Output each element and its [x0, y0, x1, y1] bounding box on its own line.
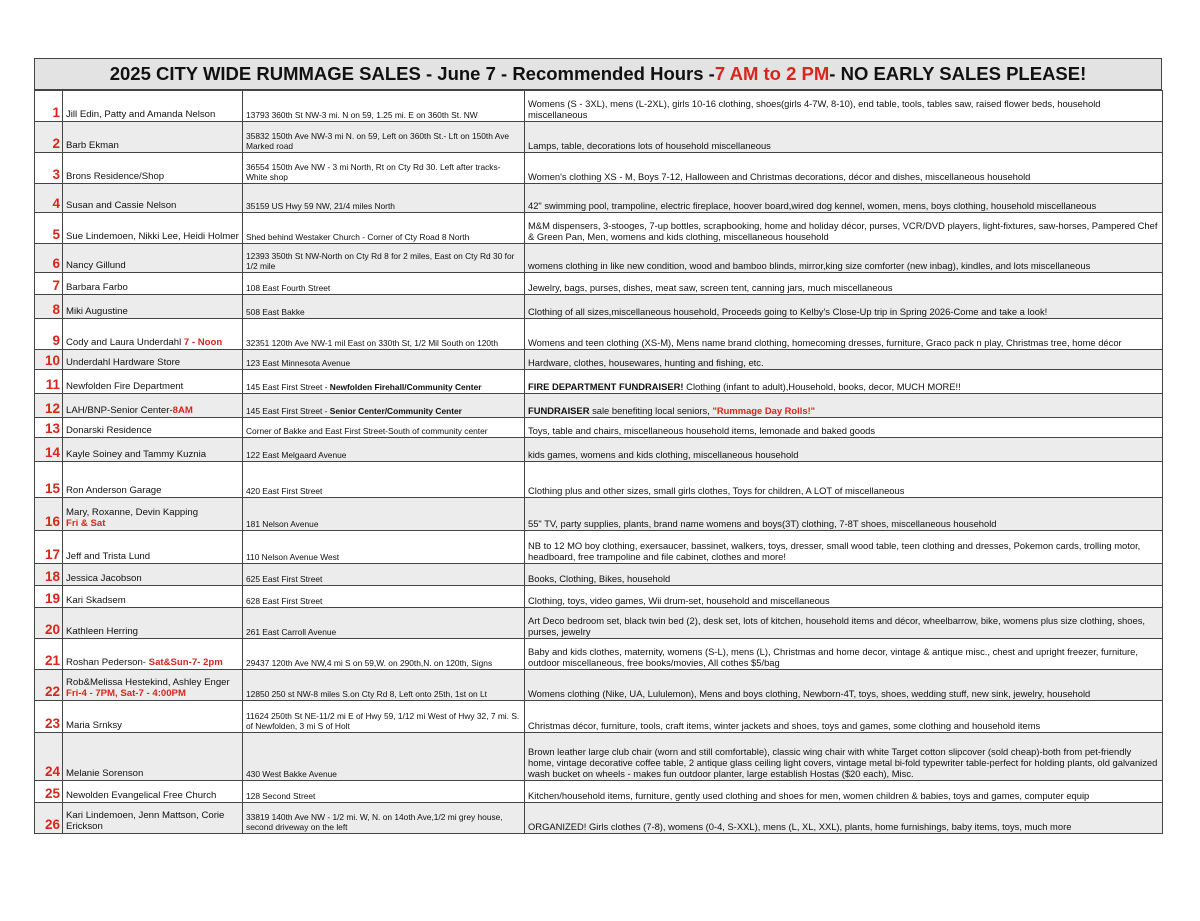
sale-items-text: Clothing, toys, video games, Wii drum-set, household and miscellaneous: [528, 595, 830, 606]
sale-number: [35, 91, 63, 122]
sale-items-text: Kitchen/household items, furniture, gently used clothing and shoes for men, women children & babies, toys and games, computer equip: [528, 790, 1090, 801]
sale-number-value: 25: [44, 786, 60, 801]
host-name: [63, 122, 243, 153]
title-main: 2025 CITY WIDE RUMMAGE SALES - June 7 - Recommended Hours -: [109, 63, 715, 84]
sale-items: [525, 531, 1163, 564]
table-row: [35, 670, 1163, 701]
sale-address-text: 29437 120th Ave NW,4 mi S on 59,W. on 290th,N. on 120th, Signs: [246, 658, 493, 668]
sale-address: [243, 462, 525, 498]
host-hours-highlight: 8AM: [172, 405, 193, 416]
sale-number-value: 17: [44, 547, 60, 562]
sale-number-value: 12: [44, 401, 60, 416]
sale-address: [243, 213, 525, 244]
sale-items-text: Womens clothing (Nike, UA, Lululemon), Mens and boys clothing, Newborn-4T, toys, shoes, wedding stuff, new sink, jewelry, household: [528, 688, 1091, 699]
sale-number: [35, 273, 63, 295]
table-row: [35, 319, 1163, 350]
sale-number-value: 3: [52, 167, 60, 182]
table-row: [35, 244, 1163, 273]
sale-address: [243, 153, 525, 184]
table-row: [35, 295, 1163, 319]
host-name: [63, 350, 243, 370]
host-name-text: Sue Lindemoen, Nikki Lee, Heidi Holmer: [66, 231, 239, 242]
sale-number: [35, 350, 63, 370]
sale-number-value: 14: [44, 445, 60, 460]
sale-number: [35, 803, 63, 834]
host-name-text: Susan and Cassie Nelson: [66, 200, 177, 211]
sale-address-text: 420 East First Street: [246, 486, 323, 496]
host-hours-highlight: Fri-4 - 7PM, Sat-7 - 4:00PM: [66, 688, 186, 699]
sale-number-value: 4: [52, 196, 60, 211]
host-name: [63, 733, 243, 781]
host-name-text: Kathleen Herring: [66, 626, 138, 637]
sale-address: [243, 295, 525, 319]
host-name-text: Jessica Jacobson: [66, 573, 142, 584]
rummage-sale-sheet: [34, 58, 1162, 834]
sale-items: [525, 91, 1163, 122]
table-row: [35, 370, 1163, 394]
host-name: [63, 564, 243, 586]
sale-items-text: Art Deco bedroom set, black twin bed (2), desk set, lots of kitchen, household items and décor, wheelbarrow, bike, womens plus size clothing, shoes, purses, jewelry: [528, 615, 1145, 637]
sale-number: [35, 733, 63, 781]
sale-number-value: 24: [44, 764, 60, 779]
table-row: [35, 498, 1163, 531]
sale-items-text: Christmas décor, furniture, tools, craft items, winter jackets and shoes, toys and games, some clothing and household items: [528, 720, 1041, 731]
sale-items: [525, 586, 1163, 608]
table-row: [35, 213, 1163, 244]
sale-items: [525, 295, 1163, 319]
sale-items-text: Womens (S - 3XL), mens (L-2XL), girls 10-16 clothing, shoes(girls 4-7W, 8-10), end table, tools, tables saw, raised flower beds, household miscellaneous: [528, 98, 1101, 120]
table-row: [35, 122, 1163, 153]
sale-number-value: 18: [44, 569, 60, 584]
sale-address-text: 508 East Bakke: [246, 307, 305, 317]
sale-address: [243, 438, 525, 462]
host-name: [63, 803, 243, 834]
page-title: [34, 58, 1162, 90]
sale-number-value: 26: [44, 817, 60, 832]
sale-number-value: 1: [52, 105, 60, 120]
sale-address: [243, 122, 525, 153]
sale-address-text: 36554 150th Ave NW - 3 mi North, Rt on Cty Rd 30. Left after tracks-White shop: [246, 162, 501, 182]
sale-address: [243, 273, 525, 295]
sale-number: [35, 564, 63, 586]
sale-items-text: kids games, womens and kids clothing, miscellaneous household: [528, 449, 799, 460]
host-name: [63, 531, 243, 564]
host-name-text: Kari Skadsem: [66, 595, 126, 606]
sale-items: [525, 781, 1163, 803]
sale-number: [35, 213, 63, 244]
sale-number: [35, 498, 63, 531]
sale-number-value: 9: [52, 333, 60, 348]
host-name: [63, 295, 243, 319]
host-name-text: Underdahl Hardware Store: [66, 357, 181, 368]
sale-address: [243, 586, 525, 608]
sale-items-text: Womens and teen clothing (XS-M), Mens name brand clothing, homecoming dresses, furniture, Graco pack n play, Christmas tree, home décor: [528, 337, 1122, 348]
sale-address: [243, 531, 525, 564]
sale-number-value: 11: [45, 377, 60, 392]
sale-address-text: 108 East Fourth Street: [246, 283, 331, 293]
sale-number: [35, 701, 63, 733]
sale-items-bold: FUNDRAISER: [528, 405, 590, 416]
sale-number-value: 5: [52, 227, 60, 242]
host-name-text: Miki Augustine: [66, 306, 128, 317]
sale-items-text: ORGANIZED! Girls clothes (7-8), womens (0-4, S-XXL), mens (L, XL, XXL), plants, home furnishings, baby items, toys, much more: [528, 821, 1072, 832]
sale-items-text: womens clothing in like new condition, wood and bamboo blinds, mirror,king size comforter (new inbag), kindles, and lots miscellaneous: [528, 260, 1091, 271]
sale-address: [243, 781, 525, 803]
sale-number: [35, 394, 63, 418]
host-name-text: Kayle Soiney and Tammy Kuznia: [66, 449, 207, 460]
table-row: [35, 803, 1163, 834]
sale-items: [525, 462, 1163, 498]
sale-address-text: 32351 120th Ave NW-1 mil East on 330th St, 1/2 Mil South on 120th: [246, 338, 499, 348]
host-name-text: Barbara Farbo: [66, 282, 128, 293]
sale-address-text: 181 Nelson Avenue: [246, 519, 319, 529]
sale-items-highlight: "Rummage Day Rolls!": [712, 405, 816, 416]
table-row: [35, 586, 1163, 608]
sale-number-value: 21: [44, 653, 60, 668]
sale-items: [525, 701, 1163, 733]
sale-address-text: 628 East First Street: [246, 596, 323, 606]
sale-address: [243, 803, 525, 834]
sale-address-text: Shed behind Westaker Church - Corner of Cty Road 8 North: [246, 232, 470, 242]
sale-items-text: 42" swimming pool, trampoline, electric fireplace, hoover board,wired dog kennel, women, mens, boys clothing, household miscellaneous: [528, 200, 1097, 211]
sale-number: [35, 122, 63, 153]
sale-number-value: 10: [44, 353, 60, 368]
sale-number-value: 19: [44, 591, 60, 606]
sale-number-value: 23: [44, 716, 60, 731]
sale-address: [243, 370, 525, 394]
table-row: [35, 639, 1163, 670]
sale-items: [525, 273, 1163, 295]
host-hours-highlight: Sat&Sun-7- 2pm: [148, 657, 223, 668]
sale-address-text: 12850 250 st NW-8 miles S.on Cty Rd 8, Left onto 25th, 1st on Lt: [246, 689, 487, 699]
sale-address-bold: Senior Center/Community Center: [329, 406, 462, 416]
host-name-text: Melanie Sorenson: [66, 768, 144, 779]
host-name-text: Newolden Evangelical Free Church: [66, 790, 217, 801]
sale-items-text: Clothing of all sizes,miscellaneous household, Proceeds going to Kelby's Close-Up trip in Spring 2026-Come and take a look!: [528, 306, 1048, 317]
host-name: [63, 608, 243, 639]
sale-items-text: Clothing plus and other sizes, small girls clothes, Toys for children, A LOT of miscellaneous: [528, 485, 905, 496]
sale-items: [525, 244, 1163, 273]
sale-items-text: Lamps, table, decorations lots of household miscellaneous: [528, 140, 771, 151]
sale-items: [525, 438, 1163, 462]
sale-number-value: 13: [44, 421, 60, 436]
title-end: - NO EARLY SALES PLEASE!: [829, 63, 1087, 84]
sale-address: [243, 350, 525, 370]
sale-address-text: 35832 150th Ave NW-3 mi N. on 59, Left on 360th St.- Lft on 150th Ave Marked road: [246, 131, 510, 151]
host-name-text: Barb Ekman: [66, 140, 119, 151]
sale-items-text: Clothing (infant to adult),Household, books, decor, MUCH MORE!!: [683, 381, 961, 392]
sale-number: [35, 781, 63, 803]
sale-items: [525, 498, 1163, 531]
sale-address: [243, 733, 525, 781]
sale-address-text: 12393 350th St NW-North on Cty Rd 8 for 2 miles, East on Cty Rd 30 for 1/2 mile: [246, 251, 515, 271]
host-name: [63, 153, 243, 184]
host-name: [63, 781, 243, 803]
sale-items-bold: FIRE DEPARTMENT FUNDRAISER!: [528, 381, 684, 392]
sale-address: [243, 701, 525, 733]
sale-items: [525, 184, 1163, 213]
sale-number: [35, 586, 63, 608]
host-hours-highlight: Fri & Sat: [66, 518, 106, 529]
host-name-text: LAH/BNP-Senior Center-: [66, 405, 173, 416]
sale-items: [525, 639, 1163, 670]
host-name: [63, 586, 243, 608]
host-name-text: Jeff and Trista Lund: [66, 551, 151, 562]
sale-address-text: 13793 360th St NW-3 mi. N on 59, 1.25 mi. E on 360th St. NW: [246, 110, 478, 120]
sale-number: [35, 462, 63, 498]
sale-items-text: Baby and kids clothes, maternity, womens (S-L), mens (L), Christmas and home decor, vintage & antique misc., chest and upright freezer, furniture, outdoor miscellaneous, free books/movies, All cothes $5/bag: [528, 646, 1138, 668]
sale-number: [35, 608, 63, 639]
sale-items: [525, 670, 1163, 701]
host-name: [63, 498, 243, 531]
sale-number: [35, 670, 63, 701]
sale-address-text: 35159 US Hwy 59 NW, 21/4 miles North: [246, 201, 395, 211]
sale-address: [243, 184, 525, 213]
sale-address: [243, 418, 525, 438]
host-name: [63, 639, 243, 670]
sale-number: [35, 184, 63, 213]
sale-items: [525, 370, 1163, 394]
table-row: [35, 350, 1163, 370]
host-name: [63, 184, 243, 213]
sale-items-text: Toys, table and chairs, miscellaneous household items, lemonade and baked goods: [528, 425, 876, 436]
sale-address: [243, 670, 525, 701]
host-name-text: Ron Anderson Garage: [66, 485, 162, 496]
host-name-text: Rob&Melissa Hestekind, Ashley Enger: [66, 677, 230, 688]
sale-address-text: 128 Second Street: [246, 791, 316, 801]
sale-items-text: 55" TV, party supplies, plants, brand name womens and boys(3T) clothing, 7-8T shoes, miscellaneous household: [528, 518, 997, 529]
sale-items: [525, 153, 1163, 184]
table-row: [35, 91, 1163, 122]
sale-address-text: 145 East First Street -: [246, 382, 330, 392]
sale-address-text: Corner of Bakke and East First Street-South of community center: [246, 426, 488, 436]
host-name: [63, 438, 243, 462]
host-name: [63, 213, 243, 244]
sale-address-text: 430 West Bakke Avenue: [246, 769, 337, 779]
sale-address-text: 11624 250th St NE-11/2 mi E of Hwy 59, 1/12 mi West of Hwy 32, 7 mi. S. of Newfolden, 3 mi S of Holt: [246, 711, 520, 731]
host-name-text: Nancy Gillund: [66, 260, 126, 271]
host-name-text: Brons Residence/Shop: [66, 171, 165, 182]
sale-number-value: 15: [44, 481, 60, 496]
table-row: [35, 564, 1163, 586]
sale-number: [35, 370, 63, 394]
sale-address-text: 122 East Melgaard Avenue: [246, 450, 347, 460]
host-name-text: Kari Lindemoen, Jenn Mattson, Corie Erickson: [66, 810, 225, 832]
sale-number: [35, 418, 63, 438]
sale-number: [35, 244, 63, 273]
sale-items-text: M&M dispensers, 3-stooges, 7-up bottles, scrapbooking, home and holiday décor, purses, VCR/DVD players, light-fixtures, saw-horses, Pampered Chef & Green Pan, Men, womens and kids clothing, miscellaneous household: [528, 220, 1158, 242]
sale-items: [525, 608, 1163, 639]
sales-table-body: [35, 91, 1163, 834]
host-name: [63, 394, 243, 418]
sale-number-value: 2: [52, 136, 60, 151]
sale-items-text: NB to 12 MO boy clothing, exersaucer, bassinet, walkers, toys, dresser, small wood table, teen clothing and dresses, Pokemon cards, trolling motor, headboard, free trampoline and file cabinet, clothes and more!: [528, 540, 1141, 562]
sale-number-value: 7: [52, 278, 60, 293]
sale-number: [35, 531, 63, 564]
table-row: [35, 701, 1163, 733]
sale-address: [243, 564, 525, 586]
host-name: [63, 701, 243, 733]
sale-items: [525, 319, 1163, 350]
table-row: [35, 438, 1163, 462]
table-row: [35, 184, 1163, 213]
sale-address-bold: Newfolden Firehall/Community Center: [329, 382, 482, 392]
table-row: [35, 273, 1163, 295]
host-name-text: Donarski Residence: [66, 425, 152, 436]
sale-number: [35, 639, 63, 670]
sale-items-text: Hardware, clothes, housewares, hunting and fishing, etc.: [528, 357, 764, 368]
host-name: [63, 244, 243, 273]
host-hours-highlight: 7 - Noon: [183, 337, 223, 348]
sale-address: [243, 91, 525, 122]
host-name: [63, 273, 243, 295]
sale-items: [525, 213, 1163, 244]
host-name-text: Newfolden Fire Department: [66, 381, 184, 392]
sale-items-text: Women's clothing XS - M, Boys 7-12, Halloween and Christmas decorations, décor and dishes, miscellaneous household: [528, 171, 1031, 182]
sale-address-text: 625 East First Street: [246, 574, 323, 584]
host-name-text: Roshan Pederson-: [66, 657, 149, 668]
host-name-text: Jill Edin, Patty and Amanda Nelson: [66, 109, 216, 120]
sale-number: [35, 153, 63, 184]
table-row: [35, 733, 1163, 781]
sale-items: [525, 418, 1163, 438]
table-row: [35, 531, 1163, 564]
table-row: [35, 608, 1163, 639]
sale-number-value: 20: [44, 622, 60, 637]
sale-items: [525, 564, 1163, 586]
sale-address-text: 145 East First Street -: [246, 406, 330, 416]
sale-items-text: Books, Clothing, Bikes, household: [528, 573, 671, 584]
sale-number-value: 16: [44, 514, 60, 529]
sale-items-text: sale benefiting local seniors,: [589, 405, 713, 416]
sale-number: [35, 438, 63, 462]
sale-number: [35, 295, 63, 319]
sale-address: [243, 319, 525, 350]
sale-items-text: Brown leather large club chair (worn and still comfortable), classic wing chair with white Target cotton slipcover (sold cheap)-both from pet-friendly home, vintage decorative coffee table, 2 antique glass ceiling light covers, vintage metal bi-fold typewriter table-perfect for holding plants, old galvanized wash bucket on wheels - makes fun outdoor planter, large establish Hostas ($20 each), Misc.: [528, 746, 1158, 779]
table-row: [35, 781, 1163, 803]
host-name: [63, 319, 243, 350]
sale-items-text: Jewelry, bags, purses, dishes, meat saw, screen tent, canning jars, much miscellaneous: [528, 282, 893, 293]
host-name: [63, 418, 243, 438]
sale-number-value: 22: [44, 684, 60, 699]
sale-number-value: 6: [52, 256, 60, 271]
table-row: [35, 153, 1163, 184]
sale-address-text: 261 East Carroll Avenue: [246, 627, 337, 637]
host-name: [63, 670, 243, 701]
host-name-text: Cody and Laura Underdahl: [66, 337, 184, 348]
sale-address-text: 33819 140th Ave NW - 1/2 mi. W, N. on 14oth Ave,1/2 mi grey house, second driveway on the left: [246, 812, 503, 832]
sale-number: [35, 319, 63, 350]
table-row: [35, 462, 1163, 498]
sales-table: [34, 90, 1163, 834]
sale-number-value: 8: [52, 302, 60, 317]
host-name: [63, 370, 243, 394]
sale-address: [243, 639, 525, 670]
sale-address: [243, 608, 525, 639]
sale-items: [525, 803, 1163, 834]
sale-items: [525, 394, 1163, 418]
table-row: [35, 394, 1163, 418]
host-name: [63, 462, 243, 498]
title-hours: 7 AM to 2 PM: [714, 63, 830, 84]
host-name-text: Mary, Roxanne, Devin Kapping: [66, 507, 199, 518]
host-name-text: Maria Srnksy: [66, 720, 122, 731]
table-row: [35, 418, 1163, 438]
host-name: [63, 91, 243, 122]
sale-address: [243, 394, 525, 418]
sale-items: [525, 122, 1163, 153]
sale-items: [525, 733, 1163, 781]
sale-address-text: 110 Nelson Avenue West: [246, 552, 340, 562]
sale-address: [243, 498, 525, 531]
sale-address: [243, 244, 525, 273]
sale-address-text: 123 East Minnesota Avenue: [246, 358, 351, 368]
sale-items: [525, 350, 1163, 370]
